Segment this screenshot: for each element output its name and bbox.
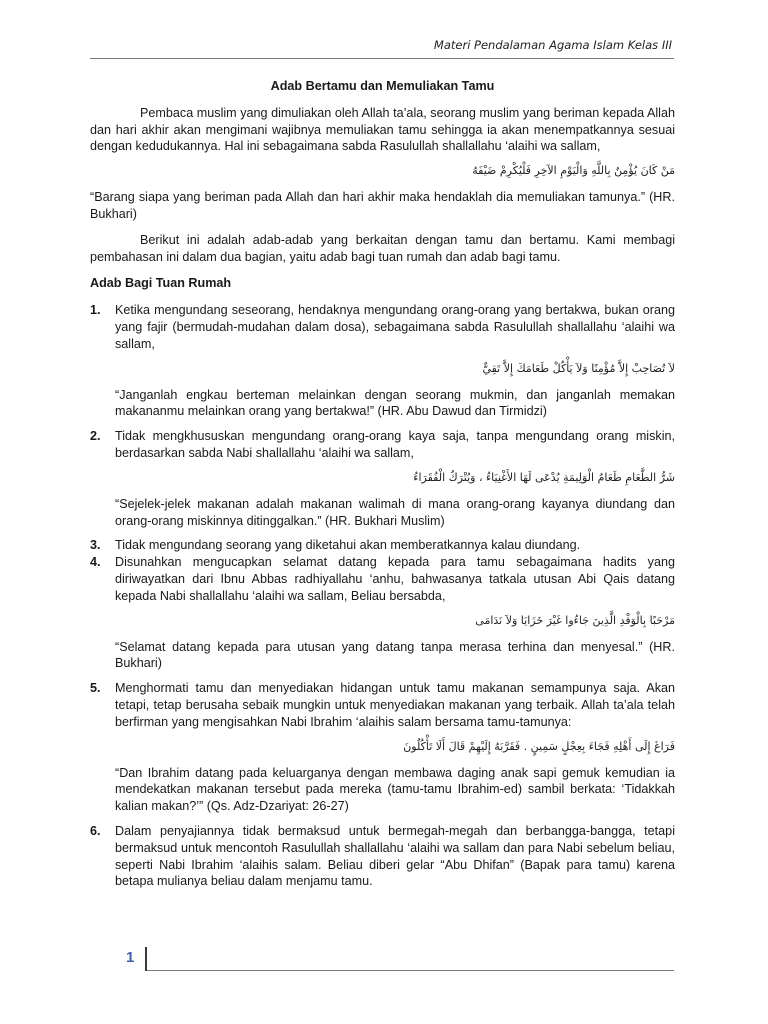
list-item-arabic: فَرَاغَ إِلَى أَهْلِهِ فَجَاءَ بِعِجْلٍ سَمِينٍ . فَقَرَّبَهُ إِلَيْهِمْ قَالَ أَلَا تَأْكُلُونَ <box>403 739 675 753</box>
list-item-translation: “Sejelek-jelek makanan adalah makanan walimah di mana orang-orang kayanya diundang dan orang-orang miskinnya ditinggalkan.” (HR. Bukhari Muslim) <box>115 496 675 528</box>
list-item-number: 5. <box>90 681 101 696</box>
intro-paragraph-2: Berikut ini adalah adab-adab yang berkaitan dengan tamu dan bertamu. Kami membagi pembahasan ini dalam dua bagian, yaitu adab bagi tuan rumah dan adab bagi tamu. <box>90 232 675 264</box>
footer-rule <box>147 970 674 971</box>
list-item-translation: “Janganlah engkau berteman melainkan dengan seorang mukmin, dan janganlah memakan makananmu melainkan orang yang bertakwa!” (HR. Abu Dawud dan Tirmidzi) <box>115 387 675 419</box>
list-item-number: 2. <box>90 429 101 444</box>
list-item-translation: “Selamat datang kepada para utusan yang datang tanpa merasa terhina dan menyesal.” (HR. Bukhari) <box>115 639 675 671</box>
list-item <box>90 823 675 890</box>
page-number: 1 <box>126 949 135 966</box>
intro-arabic-hadith: مَنْ كَانَ يُؤْمِنُ بِاللَّهِ وَالْيَوْمِ الآخِرِ فَلْيُكْرِمْ ضَيْفَهُ <box>472 164 675 178</box>
list-item-number: 4. <box>90 555 101 570</box>
list-item-arabic: شَرُّ الطَّعَامِ طَعَامُ الْوَلِيمَةِ يُدْعَى لَهَا الأَغْنِيَاءُ ، وَيُتْرَكُ الْفُقَرَاءُ <box>413 470 675 484</box>
list-item <box>90 554 675 672</box>
list-item-text: Menghormati tamu dan menyediakan hidangan untuk tamu makanan semampunya saja. Akan tetapi, tetap berusaha sebaik mungkin untuk menyediakan makanan yang terbaik. Allah ta’ala telah berfirman yang mengisahkan Nabi Ibrahim ‘alaihis salam bersama tamu-tamunya: <box>115 681 675 729</box>
header-rule <box>90 58 674 59</box>
footer-bar <box>145 947 147 971</box>
list-item-translation: “Dan Ibrahim datang pada keluarganya dengan membawa daging anak sapi gemuk kemudian ia mendekatkan makanan tersebut pada mereka (tamu-tamu Ibrahim-ed) sambil berkata: ‘Tidakkah kalian makan?’” (Qs. Adz-Dzariyat: 26-27) <box>115 765 675 814</box>
intro-paragraph: Pembaca muslim yang dimuliakan oleh Allah ta’ala, seorang muslim yang beriman kepada Allah dan hari akhir akan mengimani wajibnya memuliakan tamu sehingga ia akan menempatkannya sesuai dengan kedudukannya. Hal ini sebagaimana sabda Rasulullah shallallahu ‘alaihi wa sallam, <box>90 105 675 154</box>
intro-translation: “Barang siapa yang beriman pada Allah dan hari akhir maka hendaklah dia memuliakan tamunya.” (HR. Bukhari) <box>90 190 675 221</box>
list-item-arabic: لاَ تُصَاحِبْ إِلاَّ مُؤْمِنًا وَلاَ يَأْكُلْ طَعَامَكَ إِلاَّ تَقِيٌّ <box>482 361 675 375</box>
list-item <box>90 428 675 529</box>
list-item-text: Tidak mengkhususkan mengundang orang-orang kaya saja, tanpa mengundang orang miskin, berdasarkan sabda Nabi shallallahu ‘alaihi wa sallam, <box>115 429 675 460</box>
list-item <box>90 537 675 554</box>
running-header: Materi Pendalaman Agama Islam Kelas III <box>433 38 672 52</box>
list-item-number: 6. <box>90 823 101 838</box>
list-item-text: Ketika mengundang seseorang, hendaknya mengundang orang-orang yang bertakwa, bukan orang yang fajir (bermudah-mudahan dalam dosa), sebagaimana sabda Rasulullah shallallahu ‘alaihi wa sallam, <box>115 303 675 351</box>
list-item-arabic: مَرْحَبًا بِالْوَفْدِ الَّذِينَ جَاءُوا غَيْرَ خَزَايَا وَلاَ نَدَامَى <box>475 613 675 627</box>
page-content <box>90 74 675 898</box>
document-title: Adab Bertamu dan Memuliakan Tamu <box>270 79 495 93</box>
adab-list <box>90 302 675 890</box>
list-item-text: Disunahkan mengucapkan selamat datang kepada para tamu sebagaimana hadits yang diriwayatkan dari Ibnu Abbas radhiyallahu ‘anhu, bahwasanya tatkala utusan Abi Qais datang kepada Nabi shallallahu ‘alaihi wa sallam, Beliau bersabda, <box>115 555 675 603</box>
section-heading: Adab Bagi Tuan Rumah <box>90 276 232 291</box>
list-item <box>90 680 675 815</box>
list-item-number: 1. <box>90 303 101 318</box>
list-item <box>90 302 675 420</box>
list-item-number: 3. <box>90 538 101 553</box>
list-item-text: Dalam penyajiannya tidak bermaksud untuk bermegah-megah dan berbangga-bangga, tetapi bermaksud untuk mencontoh Rasulullah shallallahu ‘alaihi wa sallam dan para Nabi sebelum beliau, seperti Nabi Ibrahim ‘alaihis salam. Beliau diberi gelar “Abu Dhifan” (Bapak para tamu) karena betapa mulianya beliau dalam menjamu tamu. <box>115 823 675 889</box>
list-item-text: Tidak mengundang seorang yang diketahui akan memberatkannya kalau diundang. <box>115 538 581 553</box>
